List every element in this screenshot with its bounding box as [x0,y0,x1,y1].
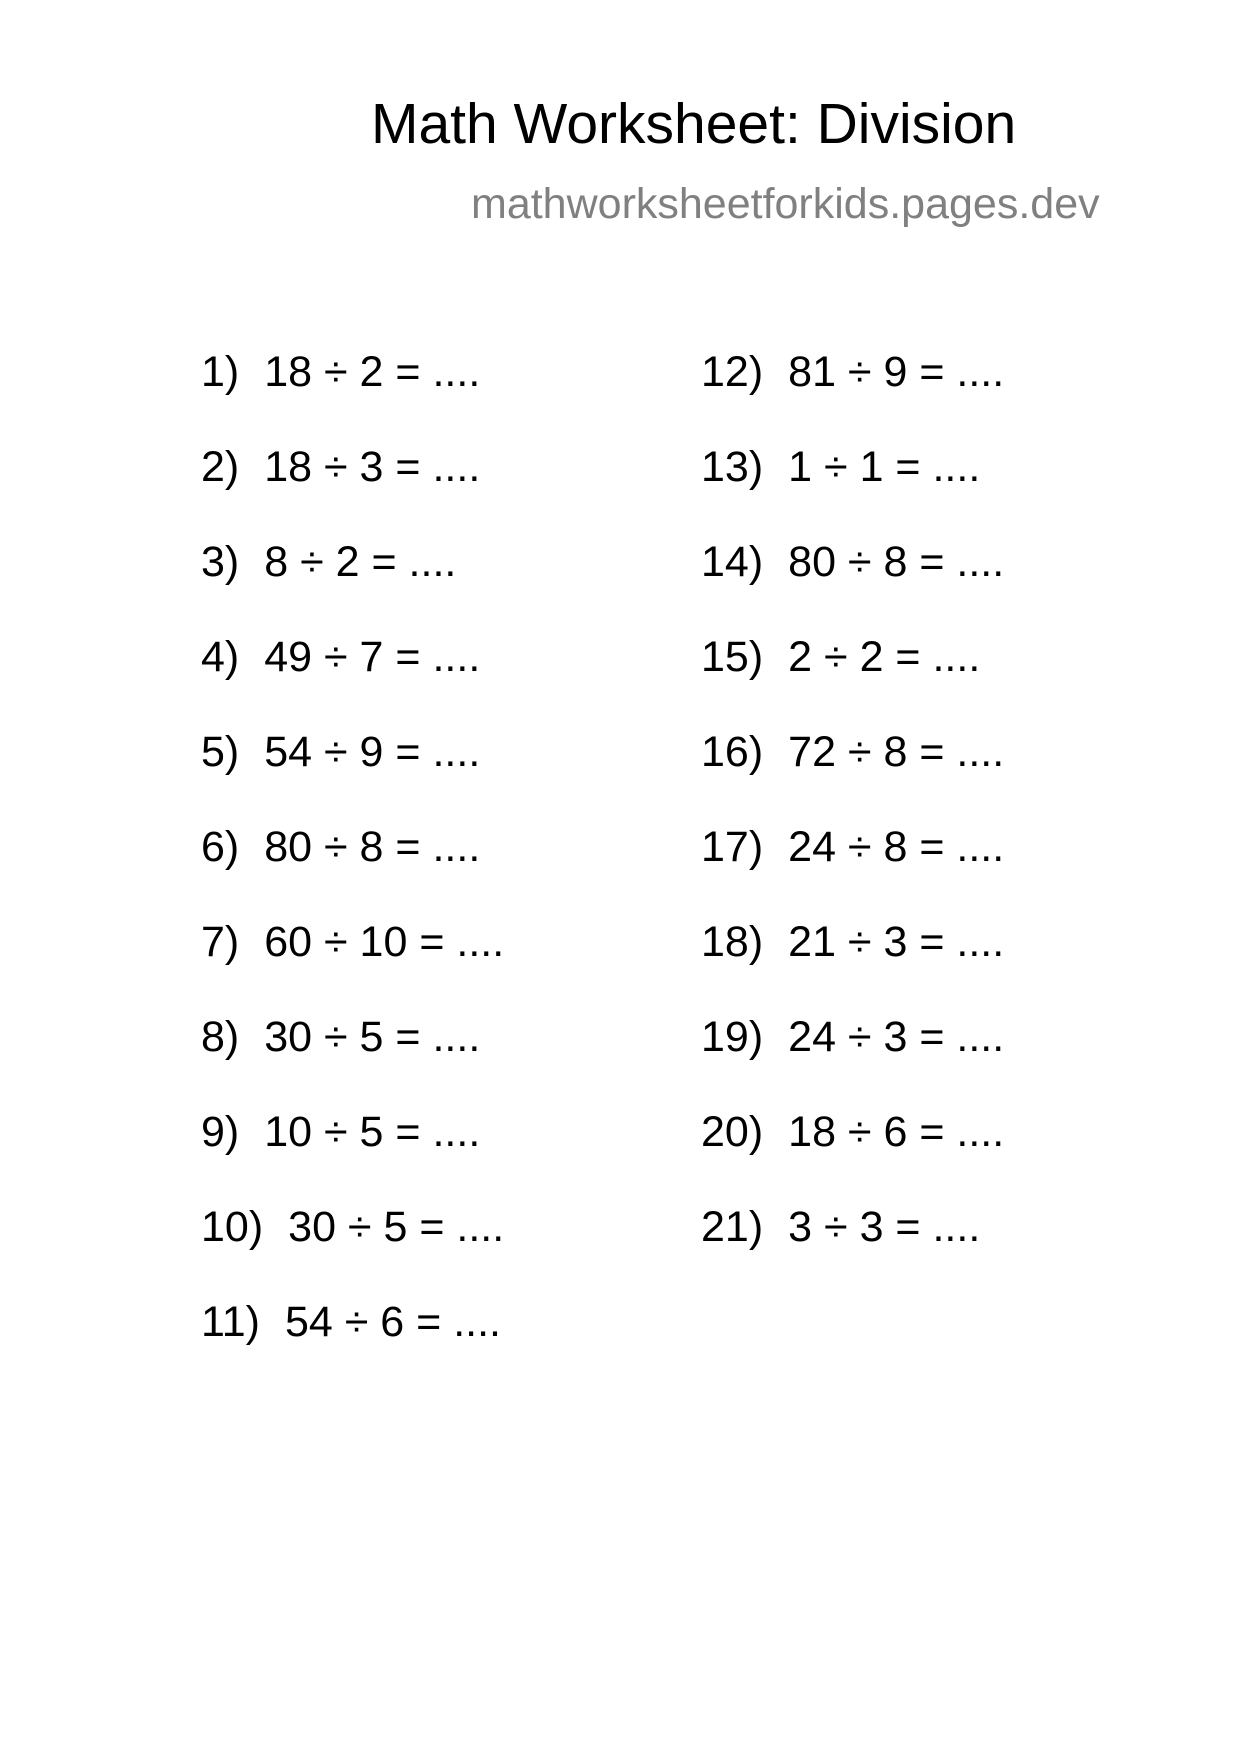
problem-item [701,1108,1005,1206]
problem-expression: 18 ÷ 3 = .... [264,443,481,491]
problem-number: 7) [201,918,240,966]
problem-number: 14) [701,538,764,586]
problem-item [701,918,1005,1016]
problem-number: 13) [701,443,764,491]
problem-item [201,348,504,446]
problem-expression: 80 ÷ 8 = .... [264,823,481,871]
problem-expression: 2 ÷ 2 = .... [788,633,981,681]
problem-number: 15) [701,633,764,681]
problem-expression: 8 ÷ 2 = .... [264,538,457,586]
problem-expression: 30 ÷ 5 = .... [288,1203,505,1251]
problem-item [701,1013,1005,1111]
problem-item [701,443,1004,541]
problem-expression: 80 ÷ 8 = .... [788,538,1005,586]
problem-number: 17) [701,823,764,871]
problem-number: 2) [201,443,240,491]
problem-number: 5) [201,728,240,776]
problem-item [701,1203,1004,1301]
problem-expression: 18 ÷ 6 = .... [788,1108,1005,1156]
problem-number: 21) [701,1203,764,1251]
problem-expression: 60 ÷ 10 = .... [264,918,505,966]
problem-column-left [201,348,505,1396]
problem-expression: 30 ÷ 5 = .... [264,1013,481,1061]
problem-number: 6) [201,823,240,871]
problem-expression: 24 ÷ 3 = .... [788,1013,1005,1061]
problem-item [701,538,1005,636]
problem-number: 3) [201,538,240,586]
problem-item [701,633,1004,731]
problem-number: 12) [701,348,764,396]
problem-item [201,823,504,921]
problem-expression: 21 ÷ 3 = .... [788,918,1005,966]
problem-column-right [701,348,1005,1301]
problem-number: 16) [701,728,764,776]
problem-number: 4) [201,633,240,681]
problem-item [701,823,1005,921]
problem-item [201,1203,505,1301]
problem-expression: 1 ÷ 1 = .... [788,443,981,491]
problem-expression: 54 ÷ 9 = .... [264,728,481,776]
problem-item [201,1298,504,1396]
problem-item [201,633,504,731]
page-title: Math Worksheet: Division [371,92,1017,156]
problem-expression: 49 ÷ 7 = .... [264,633,481,681]
problem-number: 10) [201,1203,264,1251]
problem-item [201,728,504,826]
problem-expression: 24 ÷ 8 = .... [788,823,1005,871]
problem-number: 9) [201,1108,240,1156]
problem-item [701,728,1005,826]
problem-expression: 3 ÷ 3 = .... [788,1203,981,1251]
problem-item [201,918,505,1016]
problem-expression: 81 ÷ 9 = .... [788,348,1005,396]
problem-number: 1) [201,348,240,396]
website-url: mathworksheetforkids.pages.dev [471,180,1100,228]
problem-item [201,1013,504,1111]
problem-number: 11) [201,1298,260,1346]
problem-expression: 54 ÷ 6 = .... [284,1298,501,1346]
problem-number: 18) [701,918,764,966]
problem-expression: 72 ÷ 8 = .... [788,728,1005,776]
problem-number: 20) [701,1108,764,1156]
problem-item [201,443,504,541]
problem-item [701,348,1005,446]
problem-expression: 10 ÷ 5 = .... [264,1108,481,1156]
problem-expression: 18 ÷ 2 = .... [264,348,481,396]
problem-number: 19) [701,1013,764,1061]
problem-item [201,538,504,636]
problem-number: 8) [201,1013,240,1061]
problem-item [201,1108,504,1206]
